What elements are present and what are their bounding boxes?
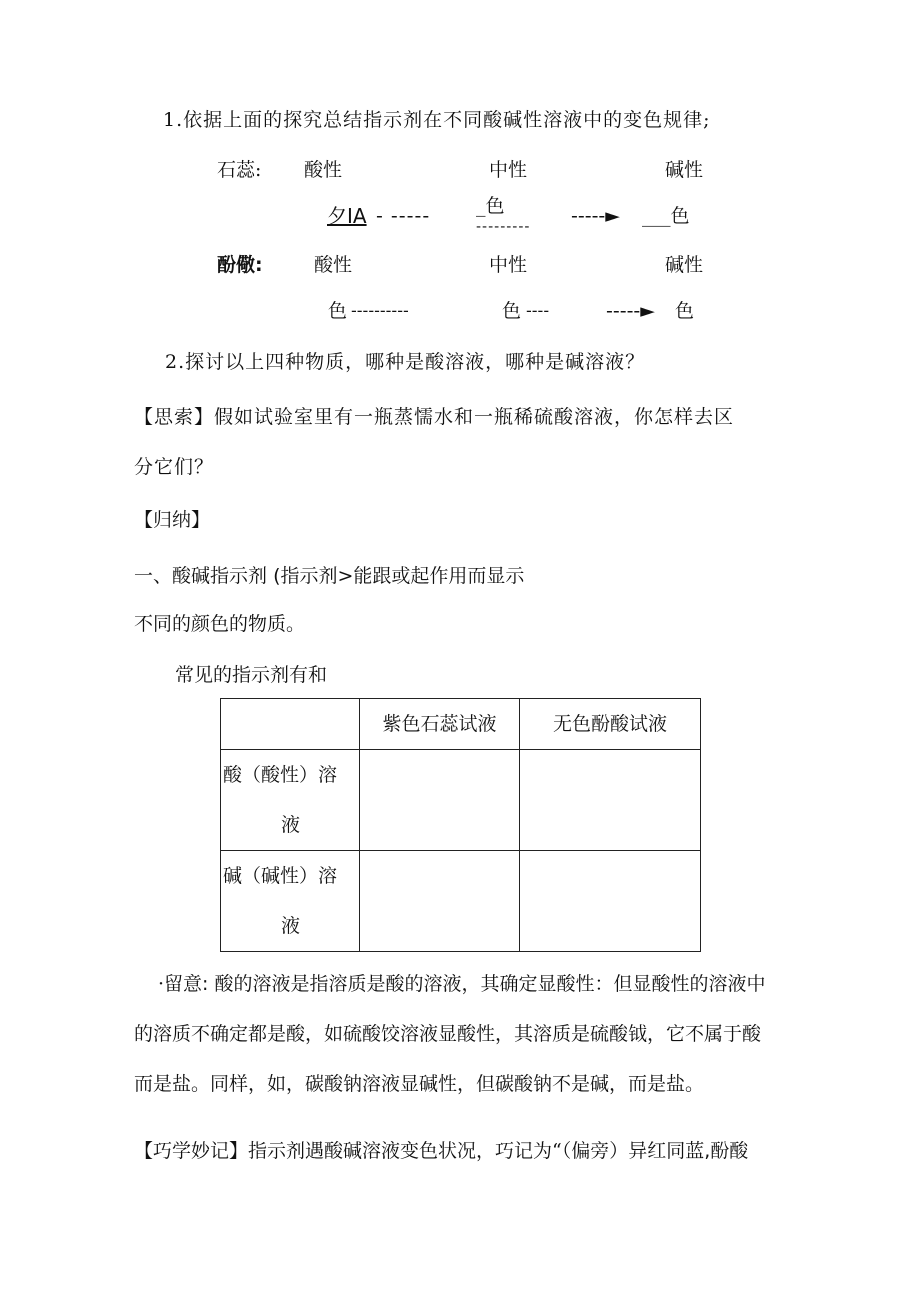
litmus-acid-color: 夕IA — [327, 204, 367, 228]
table-cell — [520, 851, 701, 952]
q2-line — [165, 350, 645, 374]
litmus-acid: 酸性 — [304, 159, 343, 181]
table-cell — [360, 851, 520, 952]
litmus-neutral: 中性 — [489, 159, 528, 181]
phenol-dash-3: -----► — [606, 300, 655, 322]
tip-line — [134, 1139, 748, 1163]
thinking-tag: 【思索】 — [134, 406, 215, 428]
table-header-litmus: 紫色石蕊试液 — [360, 699, 520, 750]
row-label-line-1: 酸（酸性）溶 — [223, 764, 338, 786]
litmus-base-color: ___色 — [642, 205, 690, 227]
table-row — [221, 851, 701, 952]
phenol-neutral-color: 色 — [502, 300, 522, 322]
thinking-text-1: 假如试验室里有一瓶蒸懦水和一瓶稀硫酸溶液，你怎样去区 — [214, 406, 735, 428]
note-line-2: 的溶质不确定都是酸，如硫酸饺溶液显酸性，其溶质是硫酸钺，它不属于酸 — [134, 1023, 762, 1045]
phenol-base: 碱性 — [665, 254, 704, 276]
table-cell — [360, 750, 520, 851]
table-row-label — [221, 750, 360, 851]
table-header-phenol: 无色酚酸试液 — [520, 699, 701, 750]
row-label-line-2: 液 — [281, 915, 301, 937]
table-header-row — [221, 699, 701, 750]
section1-paren: (指示剂> — [273, 565, 354, 587]
note-part-a: 酸的溶液是 — [214, 973, 310, 995]
row-label-line-1: 碱（碱性）溶 — [223, 865, 338, 887]
litmus-dash-2: -----► — [571, 205, 620, 227]
thinking-line-2: 分它们？ — [134, 456, 215, 478]
table-header-corner — [221, 699, 360, 750]
note-tag: 留意: — [164, 973, 209, 995]
tip-text: 指示剂遇酸碱溶液变色状况，巧记为“（偏旁） — [248, 1140, 629, 1162]
section1-line-2: 不同的颜色的物质。 — [134, 613, 306, 635]
phenol-dash-1: ---------- — [351, 301, 409, 320]
q1-text: .依据上面的探究总结指示剂在不同酸碱性溶液中的变色规律; — [176, 109, 711, 131]
row-label-line-2: 液 — [281, 814, 301, 836]
phenol-acid-color: 色 — [328, 300, 348, 322]
note-part-c: 显酸性的溶液 — [632, 973, 747, 995]
table-row — [221, 750, 701, 851]
litmus-base: 碱性 — [665, 159, 704, 181]
note-line-1 — [158, 972, 766, 996]
litmus-dash-1: - ----- — [376, 205, 431, 227]
q2-number: 2 — [165, 351, 179, 373]
phenol-base-color: 色 — [675, 300, 695, 322]
tip-tail: 异红同蓝,酚酸 — [628, 1140, 749, 1162]
indicator-table — [220, 698, 701, 952]
note-line-3: 而是盐。同样，如，碳酸钠溶液显碱性，但碳酸钠不是碱，而是盐。 — [134, 1073, 705, 1095]
thinking-line-1 — [134, 405, 734, 429]
q1-number: 1 — [163, 109, 177, 131]
litmus-label: 石蕊: — [217, 159, 262, 181]
section1-line-1 — [134, 564, 524, 588]
phenol-dash-2: ---- — [526, 301, 550, 320]
section1-term: 指示剂 — [210, 565, 268, 587]
q2-text: .探讨以上四种物质，哪种是酸溶液，哪种是碱溶液？ — [178, 351, 646, 373]
litmus-neutral-color: _色 — [476, 195, 505, 217]
tip-tag: 【巧学妙记】 — [134, 1140, 249, 1162]
note-part-b: 指溶质是酸的溶液，其确定显酸性：但 — [309, 973, 633, 995]
q1-line — [163, 108, 711, 132]
note-part-d: 中 — [746, 973, 766, 995]
table-row-label — [221, 851, 360, 952]
table-cell — [520, 750, 701, 851]
section1-rest: 能跟或起作用而显示 — [353, 565, 525, 587]
phenol-neutral: 中性 — [489, 254, 528, 276]
section1-prefix: 一、酸碱 — [134, 565, 211, 587]
litmus-neutral-dash: --------- — [476, 219, 531, 235]
phenol-acid: 酸性 — [314, 254, 353, 276]
note-bullet: · — [158, 973, 165, 995]
summary-tag: 【归纳】 — [134, 509, 211, 531]
phenol-label: 酚儆: — [217, 254, 263, 276]
common-indicators: 常见的指示剂有和 — [175, 664, 328, 686]
